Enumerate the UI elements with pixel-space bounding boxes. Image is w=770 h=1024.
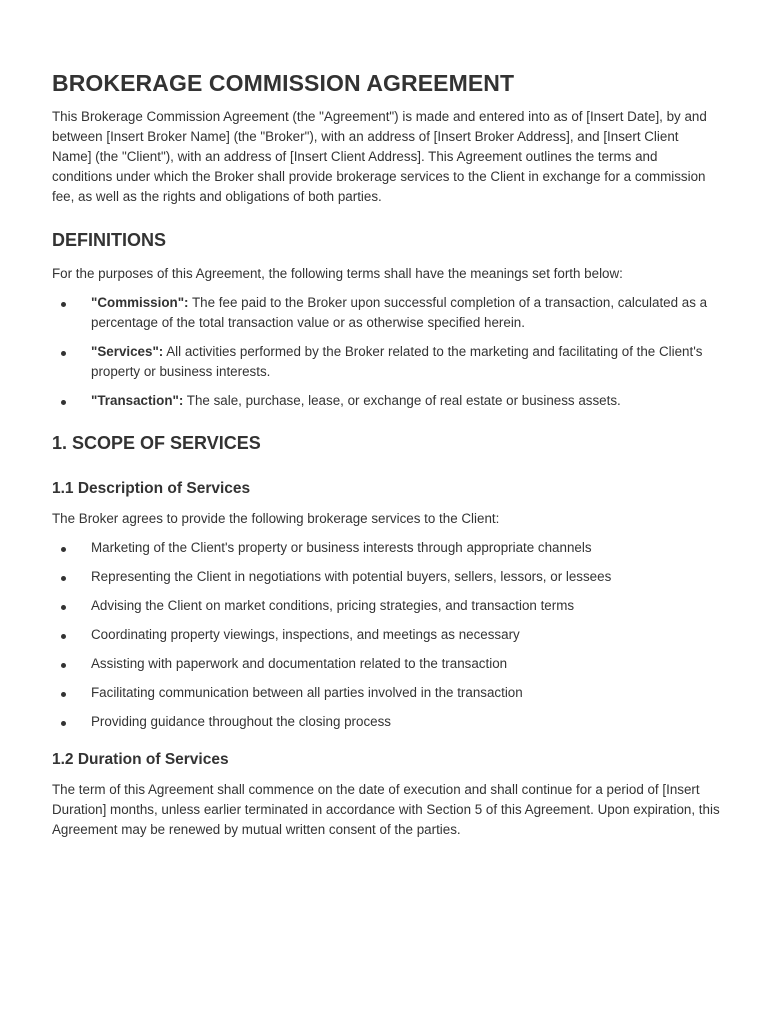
bullet-icon [61,302,66,307]
service-text: Advising the Client on market conditions, pricing strategies, and transaction terms [91,598,575,613]
service-item [52,712,720,732]
definition-text: All activities performed by the Broker related to the marketing and facilitating of the Client's property or business interests. [91,344,703,379]
document-title: BROKERAGE COMMISSION AGREEMENT [52,70,515,96]
service-text: Facilitating communication between all parties involved in the transaction [91,685,523,700]
definition-text: The sale, purchase, lease, or exchange of real estate or business assets. [183,393,621,408]
service-text: Coordinating property viewings, inspections, and meetings as necessary [91,627,520,642]
bullet-icon [61,400,66,405]
definition-item [52,293,720,333]
bullet-icon [61,351,66,356]
services-list [52,538,720,732]
duration-heading: 1.2 Duration of Services [52,751,229,768]
service-item [52,683,720,703]
service-item [52,596,720,616]
definition-term: "Transaction": [91,393,184,408]
intro-paragraph: This Brokerage Commission Agreement (the "Agreement") is made and entered into as of [Insert Date], by and between [Insert Broker Name] (the "Broker"), with an address of [Insert Broker Address], and [Insert Client Name] (the "Client"), with an address of [Insert Client Address]. This Agreement outlines the terms and conditions under which the Broker shall provide brokerage services to the Client in exchange for a commission fee, as well as the rights and obligations of both parties. [52,109,707,204]
bullet-icon [61,547,66,552]
description-heading: 1.1 Description of Services [52,480,251,497]
bullet-icon [61,663,66,668]
service-item [52,625,720,645]
service-text: Marketing of the Client's property or business interests through appropriate channels [91,540,592,555]
definition-item [52,342,720,382]
definition-item [52,391,720,411]
duration-paragraph: The term of this Agreement shall commence on the date of execution and shall continue for a period of [Insert Duration] months, unless earlier terminated in accordance with Section 5 of this Agreement. Upon expiration, this Agreement may be renewed by mutual written consent of the parties. [52,782,720,837]
service-item [52,654,720,674]
bullet-icon [61,692,66,697]
description-intro: The Broker agrees to provide the following brokerage services to the Client: [52,511,500,526]
definition-text: The fee paid to the Broker upon successful completion of a transaction, calculated as a percentage of the total transaction value or as otherwise specified herein. [91,295,708,330]
definition-term: "Services": [91,344,164,359]
bullet-icon [61,634,66,639]
definition-term: "Commission": [91,295,189,310]
definitions-heading: DEFINITIONS [52,230,167,250]
definitions-list [52,293,720,411]
bullet-icon [61,721,66,726]
bullet-icon [61,605,66,610]
service-text: Assisting with paperwork and documentation related to the transaction [91,656,508,671]
definitions-intro: For the purposes of this Agreement, the following terms shall have the meanings set forth below: [52,266,623,281]
service-item [52,567,720,587]
service-text: Representing the Client in negotiations with potential buyers, sellers, lessors, or lessees [91,569,612,584]
scope-heading: 1. SCOPE OF SERVICES [52,433,261,453]
service-item [52,538,720,558]
service-text: Providing guidance throughout the closing process [91,714,391,729]
bullet-icon [61,576,66,581]
